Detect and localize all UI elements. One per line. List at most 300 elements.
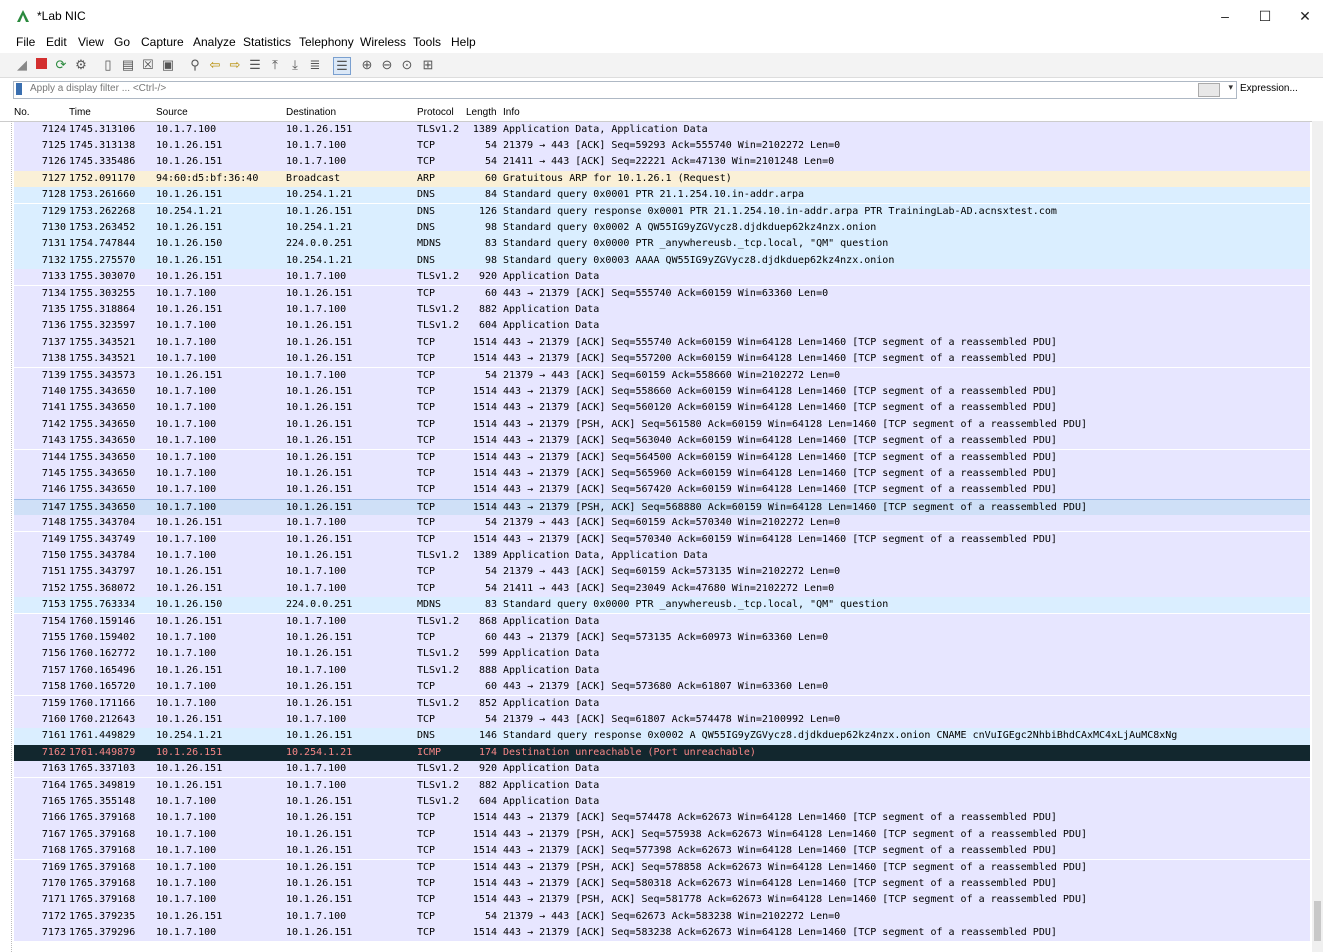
- packet-length: 54: [484, 910, 497, 922]
- packet-protocol: TCP: [417, 385, 436, 397]
- packet-protocol: TCP: [417, 467, 436, 479]
- table-row[interactable]: [14, 630, 1310, 646]
- packet-source: 10.1.7.100: [156, 631, 217, 643]
- table-row[interactable]: [14, 614, 1310, 630]
- packet-destination: 10.1.7.100: [286, 615, 347, 627]
- packet-info: 443 → 21379 [ACK] Seq=580318 Ack=62673 Win=64128 Len=1460 [TCP segment of a reassembled PDU]: [503, 877, 1057, 889]
- packet-protocol: TCP: [417, 681, 436, 693]
- packet-destination: 10.1.26.151: [286, 828, 353, 840]
- packet-protocol: TLSv1.2: [417, 779, 460, 791]
- table-row[interactable]: [14, 581, 1310, 597]
- packet-destination: 10.254.1.21: [286, 254, 353, 266]
- menu-help[interactable]: Help: [451, 35, 476, 49]
- packet-length: 1514: [472, 336, 497, 348]
- packet-protocol: DNS: [417, 254, 436, 266]
- packet-no: 7153: [41, 599, 66, 611]
- packet-source: 10.1.26.151: [156, 910, 223, 922]
- packet-time: 1753.262268: [69, 205, 136, 217]
- packet-destination: 10.1.26.151: [286, 681, 353, 693]
- packet-source: 10.1.7.100: [156, 894, 217, 906]
- packet-length: 1514: [472, 845, 497, 857]
- maximize-button[interactable]: ☐: [1258, 8, 1272, 24]
- packet-no: 7154: [41, 615, 66, 627]
- packet-protocol: TLSv1.2: [417, 303, 460, 315]
- packet-length: 60: [484, 631, 497, 643]
- go-back-icon[interactable]: ⇦: [209, 57, 221, 72]
- table-row[interactable]: [14, 433, 1310, 449]
- packet-protocol: TCP: [417, 353, 436, 365]
- packet-length: 1514: [472, 861, 497, 873]
- packet-time: 1755.343650: [69, 402, 136, 414]
- packet-length: 882: [478, 303, 497, 315]
- packet-time: 1755.343650: [69, 435, 136, 447]
- packet-info: 443 → 21379 [ACK] Seq=558660 Ack=60159 Win=64128 Len=1460 [TCP segment of a reassembled PDU]: [503, 385, 1057, 397]
- packet-time: 1760.171166: [69, 697, 136, 709]
- close-file-icon[interactable]: ☒: [142, 57, 154, 72]
- packet-length: 1514: [472, 484, 497, 496]
- table-row[interactable]: [14, 778, 1310, 794]
- packet-info: 443 → 21379 [ACK] Seq=563040 Ack=60159 Win=64128 Len=1460 [TCP segment of a reassembled PDU]: [503, 435, 1057, 447]
- packet-source: 10.1.7.100: [156, 828, 217, 840]
- shark-fin-start-icon[interactable]: ◢: [17, 57, 27, 72]
- scrollbar-thumb[interactable]: [1314, 901, 1321, 941]
- table-row[interactable]: [14, 712, 1310, 728]
- column-time[interactable]: Time: [69, 107, 91, 118]
- table-row[interactable]: [14, 515, 1310, 531]
- packet-destination: 10.1.26.151: [286, 353, 353, 365]
- packet-protocol: TLSv1.2: [417, 763, 460, 775]
- packet-length: 1514: [472, 451, 497, 463]
- packet-source: 10.1.26.151: [156, 221, 223, 233]
- table-row[interactable]: [14, 761, 1310, 777]
- packet-info: 443 → 21379 [ACK] Seq=570340 Ack=60159 Win=64128 Len=1460 [TCP segment of a reassembled PDU]: [503, 533, 1057, 545]
- packet-info: 443 → 21379 [PSH, ACK] Seq=578858 Ack=62673 Win=64128 Len=1460 [TCP segment of a reassembled PDU]: [503, 861, 1087, 873]
- table-row[interactable]: [14, 302, 1310, 318]
- packet-source: 10.1.26.151: [156, 779, 223, 791]
- packet-info: 443 → 21379 [ACK] Seq=555740 Ack=60159 Win=64128 Len=1460 [TCP segment of a reassembled PDU]: [503, 336, 1057, 348]
- menu-view[interactable]: View: [78, 35, 104, 49]
- menu-file[interactable]: File: [16, 35, 36, 49]
- table-row[interactable]: [14, 368, 1310, 384]
- packet-destination: 10.1.7.100: [286, 139, 347, 151]
- packet-no: 7159: [41, 697, 66, 709]
- packet-time: 1755.343573: [69, 369, 136, 381]
- column-info[interactable]: Info: [503, 107, 520, 118]
- packet-source: 10.1.7.100: [156, 927, 217, 939]
- packet-no: 7127: [41, 172, 66, 184]
- packet-length: 54: [484, 156, 497, 168]
- packet-no: 7132: [41, 254, 66, 266]
- menu-edit[interactable]: Edit: [46, 35, 67, 49]
- window-title: *Lab NIC: [37, 9, 86, 23]
- packet-length: 98: [484, 254, 497, 266]
- packet-destination: 10.1.7.100: [286, 779, 347, 791]
- packet-destination: 10.1.26.151: [286, 845, 353, 857]
- packet-source: 10.1.7.100: [156, 467, 217, 479]
- packet-length: 1514: [472, 353, 497, 365]
- packet-info: Standard query 0x0000 PTR _anywhereusb._tcp.local, "QM" question: [503, 238, 889, 250]
- table-row[interactable]: [14, 400, 1310, 416]
- wireshark-fin-icon: [15, 8, 31, 24]
- packet-info: 443 → 21379 [ACK] Seq=583238 Ack=62673 Win=64128 Len=1460 [TCP segment of a reassembled PDU]: [503, 927, 1057, 939]
- packet-source: 10.1.26.151: [156, 254, 223, 266]
- packet-info: Gratuitous ARP for 10.1.26.1 (Request): [503, 172, 732, 184]
- table-row[interactable]: [14, 171, 1310, 187]
- table-row[interactable]: [14, 335, 1310, 351]
- packet-time: 1755.343784: [69, 549, 136, 561]
- packet-info: Application Data: [503, 648, 600, 660]
- packet-no: 7164: [41, 779, 66, 791]
- packet-destination: 10.1.26.151: [286, 320, 353, 332]
- packet-time: 1765.379168: [69, 828, 136, 840]
- packet-source: 94:60:d5:bf:36:40: [156, 172, 259, 184]
- packet-destination: 10.1.26.151: [286, 336, 353, 348]
- table-row[interactable]: [14, 892, 1310, 908]
- table-row[interactable]: [14, 843, 1310, 859]
- filter-placeholder: Apply a display filter ... <Ctrl-/>: [30, 83, 167, 94]
- packet-info: 21379 → 443 [ACK] Seq=61807 Ack=574478 Win=2100992 Len=0: [503, 713, 841, 725]
- packet-time: 1755.343650: [69, 418, 136, 430]
- packet-no: 7162: [41, 746, 66, 758]
- table-row[interactable]: [14, 318, 1310, 334]
- display-filter-input[interactable]: [13, 81, 1237, 99]
- packet-protocol: TCP: [417, 533, 436, 545]
- table-row[interactable]: [14, 696, 1310, 712]
- table-row[interactable]: [14, 745, 1310, 761]
- menu-go[interactable]: Go: [114, 35, 131, 49]
- packet-length: 146: [478, 730, 497, 742]
- packet-destination: 10.1.7.100: [286, 517, 347, 529]
- table-row[interactable]: [14, 154, 1310, 170]
- packet-source: 10.1.7.100: [156, 697, 217, 709]
- packet-length: 604: [478, 320, 497, 332]
- packet-length: 54: [484, 566, 497, 578]
- packet-source: 10.1.26.151: [156, 582, 223, 594]
- packet-info: 443 → 21379 [PSH, ACK] Seq=575938 Ack=62673 Win=64128 Len=1460 [TCP segment of a reassembled PDU]: [503, 828, 1087, 840]
- packet-length: 1514: [472, 418, 497, 430]
- table-row[interactable]: [14, 236, 1310, 252]
- table-row[interactable]: [14, 532, 1310, 548]
- packet-source: 10.1.26.151: [156, 156, 223, 168]
- menu-statistics[interactable]: Statistics: [243, 35, 292, 49]
- table-row[interactable]: [14, 482, 1310, 498]
- packet-info: Application Data: [503, 779, 600, 791]
- packet-protocol: TCP: [417, 861, 436, 873]
- packet-destination: 10.1.26.151: [286, 861, 353, 873]
- table-row[interactable]: [14, 728, 1310, 744]
- packet-time: 1760.159402: [69, 631, 136, 643]
- packet-length: 604: [478, 795, 497, 807]
- table-row[interactable]: [14, 679, 1310, 695]
- colorize-icon[interactable]: ☰: [333, 57, 351, 75]
- resize-columns-icon[interactable]: ⊞: [422, 57, 434, 72]
- column-length[interactable]: Length: [466, 107, 497, 118]
- table-row[interactable]: [14, 466, 1310, 482]
- filter-dropdown-icon[interactable]: ▾: [1228, 82, 1233, 92]
- table-row[interactable]: [14, 253, 1310, 269]
- packet-destination: 10.1.7.100: [286, 582, 347, 594]
- packet-destination: 10.1.26.151: [286, 418, 353, 430]
- packet-length: 1514: [472, 828, 497, 840]
- table-row[interactable]: [14, 597, 1310, 613]
- apply-filter-arrow-icon[interactable]: [1198, 83, 1220, 97]
- packet-time: 1761.449829: [69, 730, 136, 742]
- open-file-icon[interactable]: ▯: [104, 57, 112, 72]
- packet-protocol: DNS: [417, 189, 436, 201]
- table-row[interactable]: [14, 187, 1310, 203]
- packet-length: 1514: [472, 533, 497, 545]
- menu-tools[interactable]: Tools: [413, 35, 442, 49]
- packet-destination: 10.1.7.100: [286, 763, 347, 775]
- capture-options-icon[interactable]: ⚙: [75, 57, 87, 72]
- table-row[interactable]: [14, 351, 1310, 367]
- column-protocol[interactable]: Protocol: [417, 107, 454, 118]
- packet-info: 443 → 21379 [PSH, ACK] Seq=581778 Ack=62673 Win=64128 Len=1460 [TCP segment of a reassembled PDU]: [503, 894, 1087, 906]
- stop-capture-icon[interactable]: [33, 57, 49, 73]
- packet-time: 1761.449879: [69, 746, 136, 758]
- table-row[interactable]: [14, 794, 1310, 810]
- packet-destination: 10.1.26.151: [286, 451, 353, 463]
- packet-protocol: DNS: [417, 221, 436, 233]
- restart-capture-icon[interactable]: ⟳: [55, 57, 67, 72]
- packet-info: Standard query 0x0000 PTR _anywhereusb._tcp.local, "QM" question: [503, 599, 889, 611]
- reload-file-icon[interactable]: ▣: [161, 57, 175, 72]
- table-row[interactable]: [14, 548, 1310, 564]
- packet-source: 10.1.7.100: [156, 861, 217, 873]
- column-destination[interactable]: Destination: [286, 107, 337, 118]
- packet-no: 7167: [41, 828, 66, 840]
- find-packet-icon[interactable]: ⚲: [190, 57, 200, 72]
- packet-no: 7158: [41, 681, 66, 693]
- packet-info: Application Data: [503, 271, 600, 283]
- packet-length: 920: [478, 763, 497, 775]
- packet-protocol: TCP: [417, 927, 436, 939]
- packet-length: 174: [478, 746, 497, 758]
- packet-source: 10.1.7.100: [156, 648, 217, 660]
- packet-source: 10.1.7.100: [156, 418, 217, 430]
- packet-info: 443 → 21379 [ACK] Seq=555740 Ack=60159 Win=63360 Len=0: [503, 287, 829, 299]
- packet-destination: 10.1.26.151: [286, 123, 353, 135]
- menu-wireless[interactable]: Wireless: [360, 35, 407, 49]
- zoom-in-icon[interactable]: ⊕: [361, 57, 373, 72]
- table-row[interactable]: [14, 663, 1310, 679]
- packet-no: 7170: [41, 877, 66, 889]
- table-row[interactable]: [14, 269, 1310, 285]
- zoom-normal-icon[interactable]: ⊙: [401, 57, 413, 72]
- packet-source: 10.1.7.100: [156, 336, 217, 348]
- packet-length: 1514: [472, 385, 497, 397]
- go-forward-icon[interactable]: ⇨: [229, 57, 241, 72]
- packet-destination: 10.1.26.151: [286, 927, 353, 939]
- packet-time: 1755.343650: [69, 501, 136, 513]
- packet-time: 1765.379235: [69, 910, 136, 922]
- packet-info: Application Data: [503, 763, 600, 775]
- bookmark-icon[interactable]: [16, 83, 22, 95]
- packet-length: 1514: [472, 402, 497, 414]
- column-no[interactable]: No.: [14, 107, 30, 118]
- packet-protocol: TCP: [417, 812, 436, 824]
- packet-no: 7152: [41, 582, 66, 594]
- packet-protocol: ARP: [417, 172, 436, 184]
- packet-protocol: TCP: [417, 369, 436, 381]
- menu-telephony[interactable]: Telephony: [299, 35, 354, 49]
- menu-bar: [0, 32, 1323, 52]
- packet-time: 1755.343797: [69, 566, 136, 578]
- packet-time: 1760.212643: [69, 713, 136, 725]
- packet-no: 7135: [41, 303, 66, 315]
- packet-info: Standard query 0x0002 A QW55IG9yZGVycz8.djdkduep62kz4nzx.onion: [503, 221, 877, 233]
- packet-protocol: DNS: [417, 730, 436, 742]
- packet-time: 1765.379296: [69, 927, 136, 939]
- packet-source: 10.1.26.151: [156, 139, 223, 151]
- column-source[interactable]: Source: [156, 107, 188, 118]
- packet-destination: 10.1.26.151: [286, 795, 353, 807]
- packet-info: 443 → 21379 [PSH, ACK] Seq=561580 Ack=60159 Win=64128 Len=1460 [TCP segment of a reassembled PDU]: [503, 418, 1087, 430]
- expression-button[interactable]: Expression...: [1240, 83, 1298, 94]
- packet-protocol: MDNS: [417, 238, 442, 250]
- go-first-icon[interactable]: ⤒: [272, 57, 278, 72]
- table-row[interactable]: [14, 810, 1310, 826]
- packet-length: 1389: [472, 549, 497, 561]
- packet-length: 84: [484, 189, 497, 201]
- packet-info: 443 → 21379 [ACK] Seq=574478 Ack=62673 Win=64128 Len=1460 [TCP segment of a reassembled PDU]: [503, 812, 1057, 824]
- packet-time: 1755.275570: [69, 254, 136, 266]
- minimize-button[interactable]: –: [1221, 8, 1229, 24]
- packet-info: Application Data: [503, 615, 600, 627]
- table-row[interactable]: [14, 450, 1310, 466]
- packet-protocol: TCP: [417, 484, 436, 496]
- autoscroll-icon[interactable]: ≣: [309, 57, 321, 72]
- packet-source: 10.1.26.151: [156, 664, 223, 676]
- packet-protocol: TCP: [417, 435, 436, 447]
- packet-length: 1389: [472, 123, 497, 135]
- packet-protocol: TCP: [417, 894, 436, 906]
- packet-protocol: TCP: [417, 910, 436, 922]
- zoom-out-icon[interactable]: ⊖: [381, 57, 393, 72]
- packet-destination: 10.1.7.100: [286, 156, 347, 168]
- packet-destination: 10.1.26.151: [286, 877, 353, 889]
- packet-no: 7131: [41, 238, 66, 250]
- packet-protocol: TCP: [417, 418, 436, 430]
- packet-source: 10.1.7.100: [156, 795, 217, 807]
- packet-info: 443 → 21379 [ACK] Seq=564500 Ack=60159 Win=64128 Len=1460 [TCP segment of a reassembled PDU]: [503, 451, 1057, 463]
- packet-time: 1765.379168: [69, 845, 136, 857]
- packet-info: Application Data, Application Data: [503, 549, 708, 561]
- packet-destination: 10.1.26.151: [286, 533, 353, 545]
- packet-no: 7161: [41, 730, 66, 742]
- packet-protocol: TLSv1.2: [417, 320, 460, 332]
- close-button[interactable]: ✕: [1299, 8, 1311, 24]
- save-file-icon[interactable]: ▤: [121, 57, 135, 72]
- packet-length: 54: [484, 582, 497, 594]
- packet-source: 10.1.7.100: [156, 845, 217, 857]
- packet-time: 1760.165720: [69, 681, 136, 693]
- table-row[interactable]: [14, 876, 1310, 892]
- packet-time: 1755.343749: [69, 533, 136, 545]
- packet-time: 1745.313138: [69, 139, 136, 151]
- table-row[interactable]: [14, 204, 1310, 220]
- packet-length: 54: [484, 517, 497, 529]
- table-row[interactable]: [14, 646, 1310, 662]
- packet-no: 7142: [41, 418, 66, 430]
- packet-no: 7140: [41, 385, 66, 397]
- packet-length: 83: [484, 238, 497, 250]
- packet-no: 7157: [41, 664, 66, 676]
- packet-source: 10.1.7.100: [156, 812, 217, 824]
- packet-protocol: TCP: [417, 336, 436, 348]
- packet-no: 7148: [41, 517, 66, 529]
- packet-length: 882: [478, 779, 497, 791]
- table-row[interactable]: [14, 909, 1310, 925]
- packet-destination: 10.1.7.100: [286, 369, 347, 381]
- packet-no: 7163: [41, 763, 66, 775]
- packet-destination: 224.0.0.251: [286, 599, 353, 611]
- packet-protocol: TLSv1.2: [417, 271, 460, 283]
- table-row[interactable]: [14, 499, 1310, 516]
- packet-no: 7166: [41, 812, 66, 824]
- packet-info: Standard query 0x0003 AAAA QW55IG9yZGVycz8.djdkduep62kz4nzx.onion: [503, 254, 895, 266]
- packet-time: 1765.379168: [69, 877, 136, 889]
- packet-source: 10.1.7.100: [156, 320, 217, 332]
- menu-capture[interactable]: Capture: [141, 35, 184, 49]
- packet-time: 1753.263452: [69, 221, 136, 233]
- table-row[interactable]: [14, 417, 1310, 433]
- packet-no: 7169: [41, 861, 66, 873]
- packet-info: Application Data: [503, 697, 600, 709]
- packet-protocol: ICMP: [417, 746, 442, 758]
- packet-time: 1755.323597: [69, 320, 136, 332]
- packet-destination: 10.1.26.151: [286, 730, 353, 742]
- table-row[interactable]: [14, 122, 1310, 138]
- menu-analyze[interactable]: Analyze: [193, 35, 236, 49]
- go-to-packet-icon[interactable]: ☰: [249, 57, 261, 72]
- packet-time: 1760.165496: [69, 664, 136, 676]
- packet-no: 7172: [41, 910, 66, 922]
- packet-length: 98: [484, 221, 497, 233]
- packet-length: 1514: [472, 877, 497, 889]
- table-row[interactable]: [14, 138, 1310, 154]
- table-row[interactable]: [14, 384, 1310, 400]
- packet-info: 443 → 21379 [ACK] Seq=560120 Ack=60159 Win=64128 Len=1460 [TCP segment of a reassembled PDU]: [503, 402, 1057, 414]
- packet-no: 7147: [41, 501, 66, 513]
- table-row[interactable]: [14, 564, 1310, 580]
- packet-info: 443 → 21379 [ACK] Seq=573135 Ack=60973 Win=63360 Len=0: [503, 631, 829, 643]
- packet-no: 7171: [41, 894, 66, 906]
- packet-protocol: TLSv1.2: [417, 615, 460, 627]
- packet-no: 7155: [41, 631, 66, 643]
- go-last-icon[interactable]: ⤓: [292, 57, 298, 72]
- table-row[interactable]: [14, 860, 1310, 876]
- packet-time: 1755.343704: [69, 517, 136, 529]
- table-row[interactable]: [14, 220, 1310, 236]
- table-row[interactable]: [14, 286, 1310, 302]
- packet-protocol: TLSv1.2: [417, 697, 460, 709]
- packet-info: 21411 → 443 [ACK] Seq=22221 Ack=47130 Win=2101248 Len=0: [503, 156, 835, 168]
- table-row[interactable]: [14, 925, 1310, 941]
- packet-time: 1755.303070: [69, 271, 136, 283]
- packet-source: 10.1.26.151: [156, 566, 223, 578]
- packet-destination: 10.1.26.151: [286, 549, 353, 561]
- packet-length: 1514: [472, 927, 497, 939]
- packet-destination: 10.1.26.151: [286, 385, 353, 397]
- packet-list-scrollbar[interactable]: [1312, 121, 1323, 952]
- packet-info: Application Data: [503, 303, 600, 315]
- table-row[interactable]: [14, 827, 1310, 843]
- packet-source: 10.1.7.100: [156, 402, 217, 414]
- packet-length: 599: [478, 648, 497, 660]
- packet-no: 7146: [41, 484, 66, 496]
- packet-destination: 10.1.26.151: [286, 484, 353, 496]
